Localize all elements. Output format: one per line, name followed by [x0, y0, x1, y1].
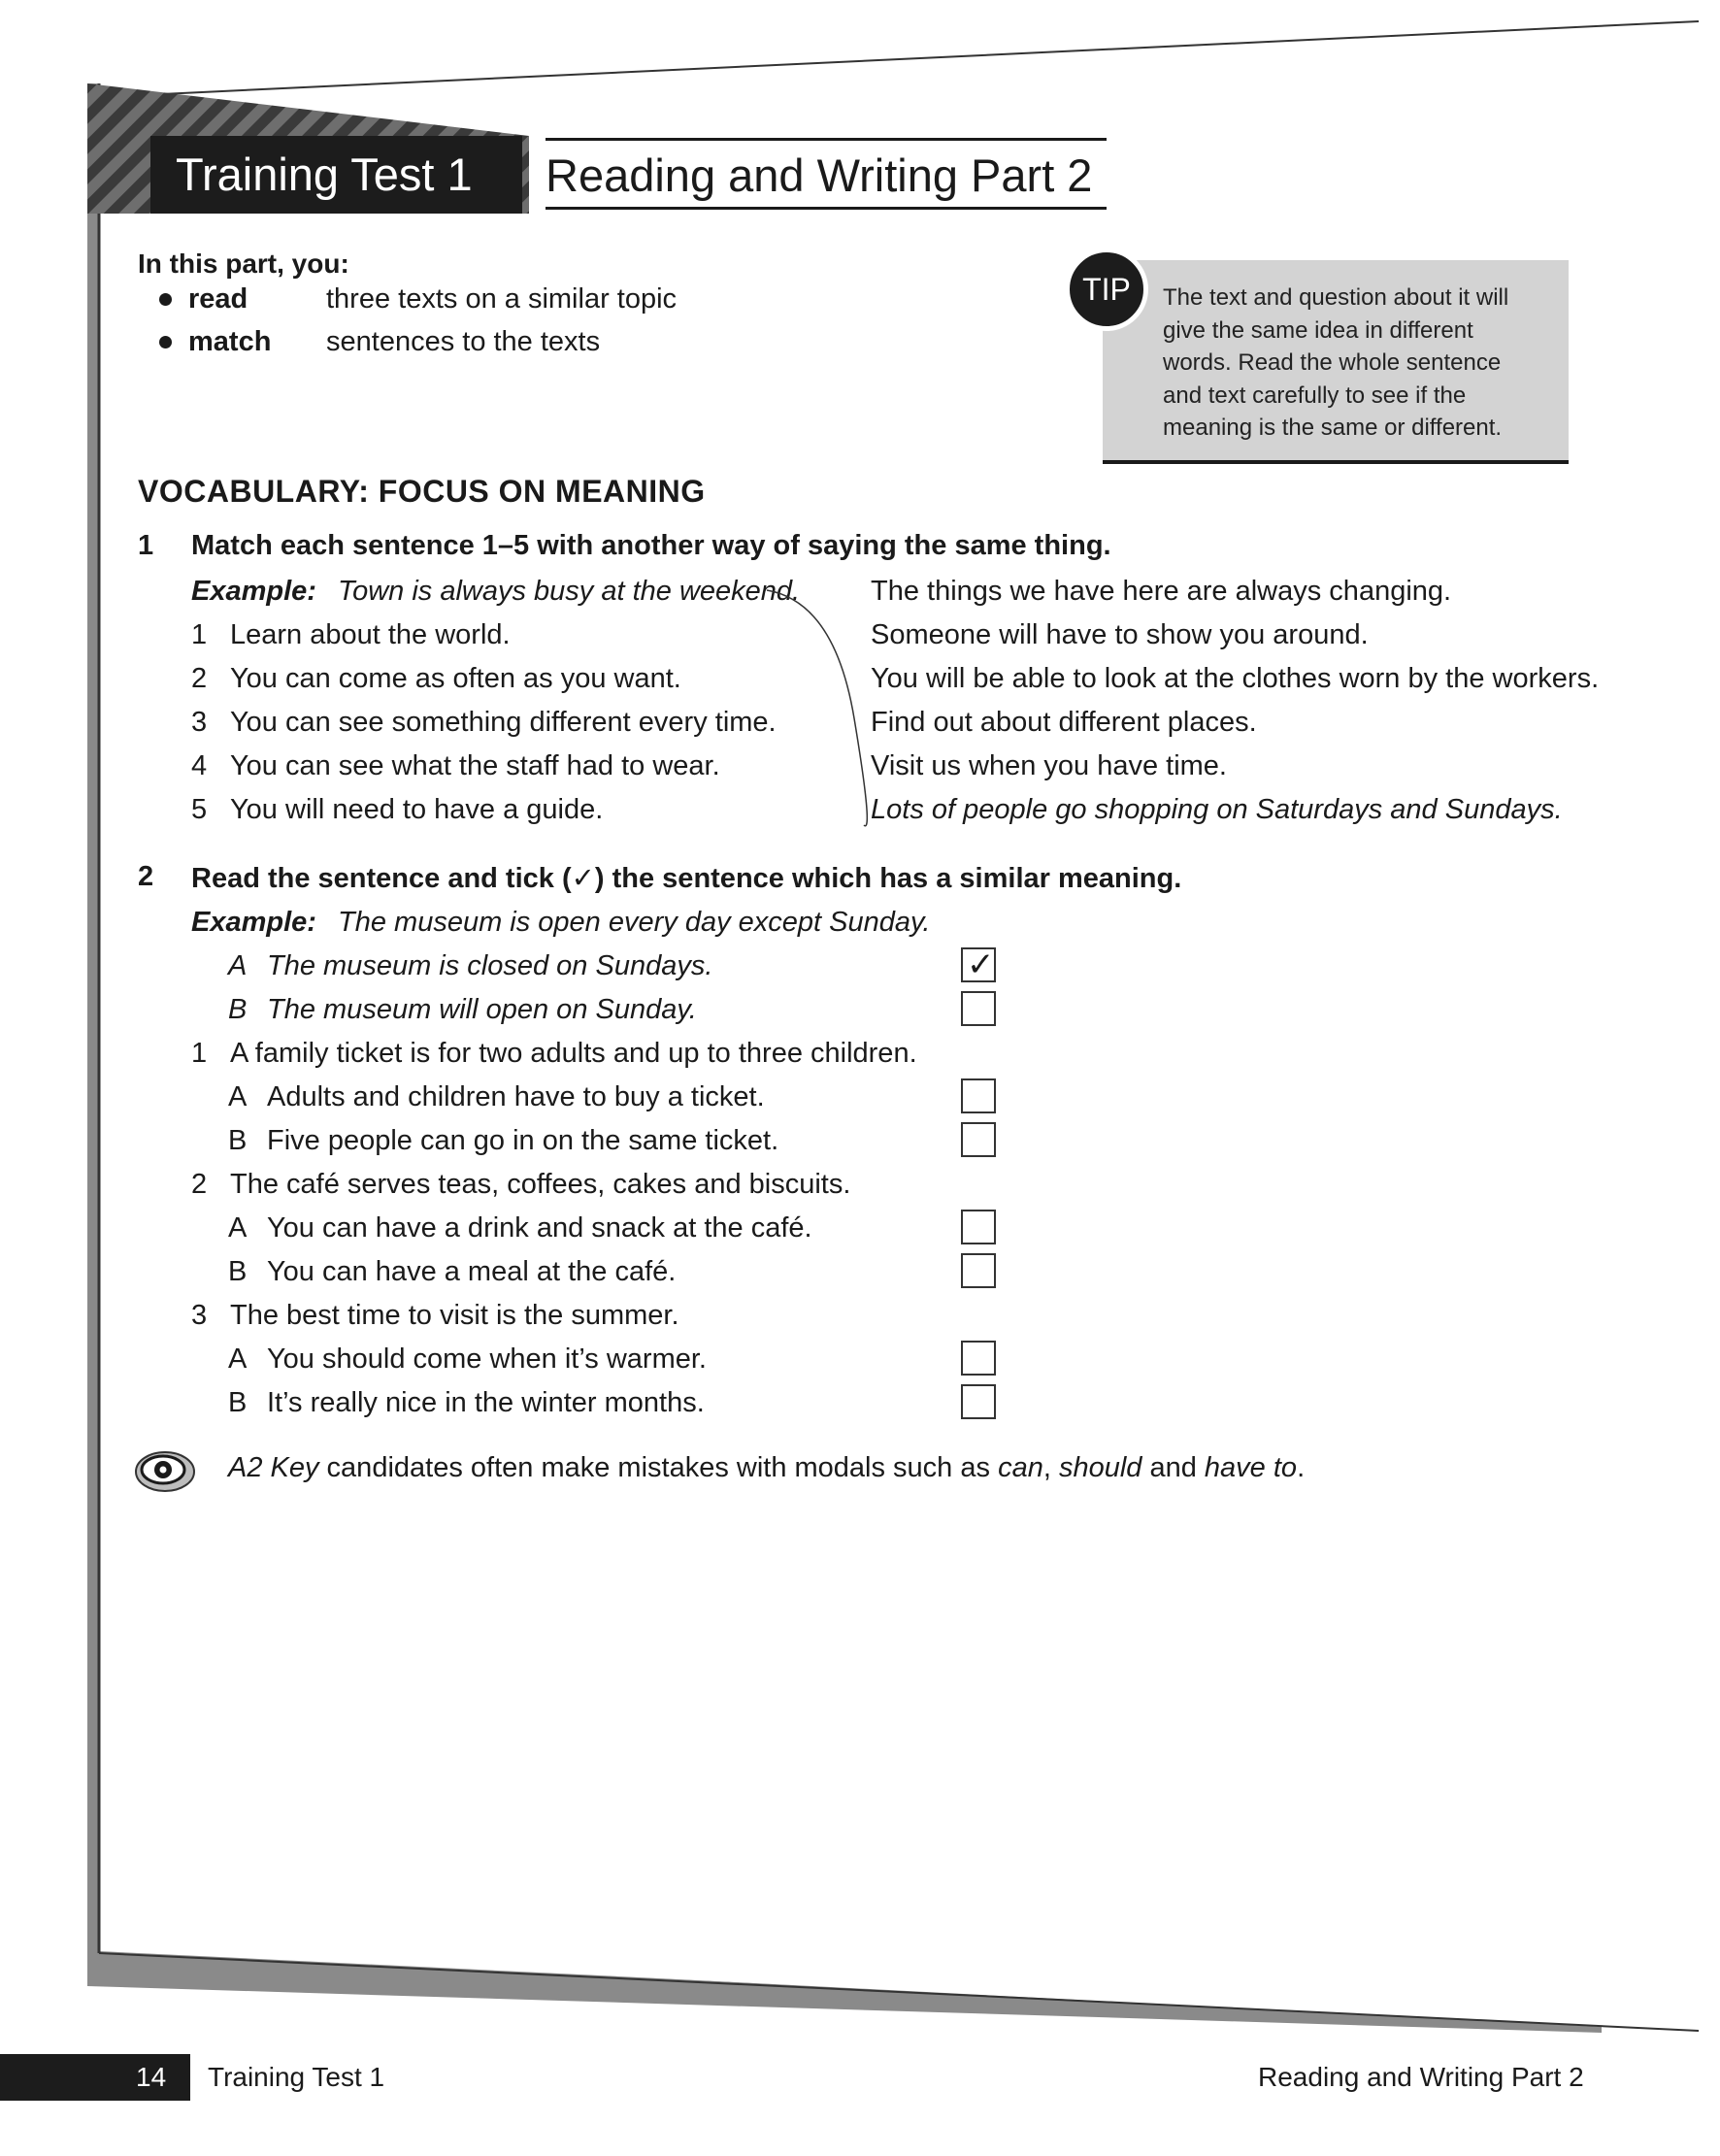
- exercise-1-number: 1: [138, 530, 154, 561]
- option-text: You should come when it’s warmer.: [267, 1343, 707, 1375]
- page-number: 14: [136, 2062, 167, 2092]
- intro-heading: In this part, you:: [138, 249, 349, 279]
- item-text: Learn about the world.: [230, 619, 511, 650]
- question-text: The café serves teas, coffees, cakes and biscuits.: [230, 1169, 851, 1200]
- exercise-2-number: 2: [138, 861, 154, 892]
- example-option: [228, 948, 713, 983]
- list-item: [191, 661, 681, 696]
- option-text: The museum is closed on Sundays.: [267, 950, 713, 981]
- bullet-icon: [159, 293, 172, 306]
- check-icon: ✓: [967, 946, 995, 983]
- example-label: Example:: [191, 907, 316, 938]
- item-number: 3: [191, 707, 208, 738]
- item-text: You can come as often as you want.: [230, 663, 681, 694]
- question-1: [191, 1036, 917, 1071]
- question-3-option-b: [228, 1385, 705, 1420]
- match-option: You will be able to look at the clothes worn by the workers.: [871, 663, 1600, 694]
- question-1-option-a: [228, 1079, 765, 1114]
- match-option: Someone will have to show you around.: [871, 619, 1369, 650]
- question-2: [191, 1167, 851, 1202]
- option-letter: A: [228, 1343, 248, 1375]
- note-exam-name: A2 Key: [228, 1452, 319, 1483]
- question-3: [191, 1298, 679, 1333]
- option-letter: B: [228, 1256, 248, 1287]
- footer-test-title: Training Test 1: [208, 2062, 385, 2092]
- example-checkbox-a[interactable]: [961, 947, 996, 982]
- option-text: Adults and children have to buy a ticket.: [267, 1081, 765, 1112]
- option-letter: B: [228, 1387, 248, 1418]
- item-number: 4: [191, 750, 208, 781]
- option-letter: A: [228, 1081, 248, 1112]
- question-text: A family ticket is for two adults and up to three children.: [230, 1038, 917, 1069]
- note-text: and: [1141, 1452, 1205, 1483]
- note-modal: should: [1058, 1452, 1142, 1483]
- bullet-icon: [159, 336, 172, 348]
- question-2-checkbox-a[interactable]: [961, 1210, 996, 1244]
- item-number: 2: [191, 663, 208, 694]
- item-number: 5: [191, 794, 208, 825]
- option-text: You can have a meal at the café.: [267, 1256, 677, 1287]
- vocabulary-title: VOCABULARY: FOCUS ON MEANING: [138, 474, 706, 509]
- exercise-2-example: [191, 905, 930, 940]
- intro-desc: three texts on a similar topic: [326, 283, 678, 315]
- question-3-option-a: [228, 1342, 707, 1377]
- exercise-2-instruction: Read the sentence and tick (✓) the sentence which has a similar meaning.: [191, 863, 1182, 894]
- list-item: [191, 792, 604, 827]
- intro-desc: sentences to the texts: [326, 326, 601, 357]
- question-1-checkbox-b[interactable]: [961, 1122, 996, 1157]
- tip-line: words. Read the whole sentence: [1163, 349, 1502, 376]
- note-text: .: [1297, 1452, 1306, 1483]
- note-text: candidates often make mistakes with modals such as: [318, 1452, 999, 1483]
- question-1-checkbox-a[interactable]: [961, 1078, 996, 1113]
- example-connector-line: [757, 582, 874, 835]
- eye-icon: [134, 1446, 196, 1495]
- question-number: 3: [191, 1300, 208, 1331]
- match-option: Visit us when you have time.: [871, 750, 1227, 781]
- question-2-checkbox-b[interactable]: [961, 1253, 996, 1288]
- option-letter: B: [228, 994, 248, 1025]
- match-option: Lots of people go shopping on Saturdays and Sundays.: [871, 794, 1563, 825]
- item-text: You can see what the staff had to wear.: [230, 750, 720, 781]
- question-2-option-b: [228, 1254, 677, 1289]
- footer-part-title: Reading and Writing Part 2: [1258, 2062, 1584, 2092]
- training-test-badge: Training Test 1: [150, 136, 522, 214]
- question-text: The best time to visit is the summer.: [230, 1300, 679, 1331]
- option-letter: A: [228, 1212, 248, 1244]
- question-3-checkbox-a[interactable]: [961, 1341, 996, 1376]
- list-item: [191, 617, 511, 652]
- example-checkbox-b[interactable]: [961, 991, 996, 1026]
- question-1-option-b: [228, 1123, 779, 1158]
- example-option: [228, 992, 697, 1027]
- tip-line: give the same idea in different: [1163, 316, 1473, 344]
- part-title: Reading and Writing Part 2: [546, 138, 1107, 210]
- option-text: It’s really nice in the winter months.: [267, 1387, 705, 1418]
- example-text: Town is always busy at the weekend.: [338, 576, 801, 607]
- option-letter: B: [228, 1125, 248, 1156]
- common-mistakes-note: [228, 1450, 1305, 1485]
- note-text: ,: [1042, 1452, 1059, 1483]
- item-text: You will need to have a guide.: [230, 794, 604, 825]
- tip-line: and text carefully to see if the: [1163, 381, 1467, 409]
- exercise-1-example: [191, 574, 800, 609]
- intro-verb: match: [188, 326, 272, 357]
- question-number: 1: [191, 1038, 208, 1069]
- question-number: 2: [191, 1169, 208, 1200]
- item-number: 1: [191, 619, 208, 650]
- question-2-option-a: [228, 1211, 812, 1245]
- question-3-checkbox-b[interactable]: [961, 1384, 996, 1419]
- example-label: Example:: [191, 576, 316, 607]
- match-option: Find out about different places.: [871, 707, 1257, 738]
- exercise-1-instruction: Match each sentence 1–5 with another way of saying the same thing.: [191, 530, 1111, 561]
- tip-text: [1163, 282, 1551, 445]
- tip-line: meaning is the same or different.: [1163, 415, 1503, 441]
- option-letter: A: [228, 950, 248, 981]
- option-text: The museum will open on Sunday.: [267, 994, 697, 1025]
- example-text: The museum is open every day except Sunday.: [338, 907, 931, 938]
- tip-badge: TIP: [1065, 248, 1148, 331]
- note-modal: can: [998, 1452, 1043, 1483]
- intro-verb: read: [188, 283, 248, 315]
- item-text: You can see something different every time.: [230, 707, 777, 738]
- option-text: You can have a drink and snack at the café.: [267, 1212, 812, 1244]
- note-modal: have to: [1204, 1452, 1298, 1483]
- option-text: Five people can go in on the same ticket.: [267, 1125, 779, 1156]
- list-item: [191, 748, 720, 783]
- match-option: The things we have here are always changing.: [871, 576, 1452, 607]
- list-item: [191, 705, 777, 740]
- tip-line: The text and question about it will: [1163, 284, 1509, 311]
